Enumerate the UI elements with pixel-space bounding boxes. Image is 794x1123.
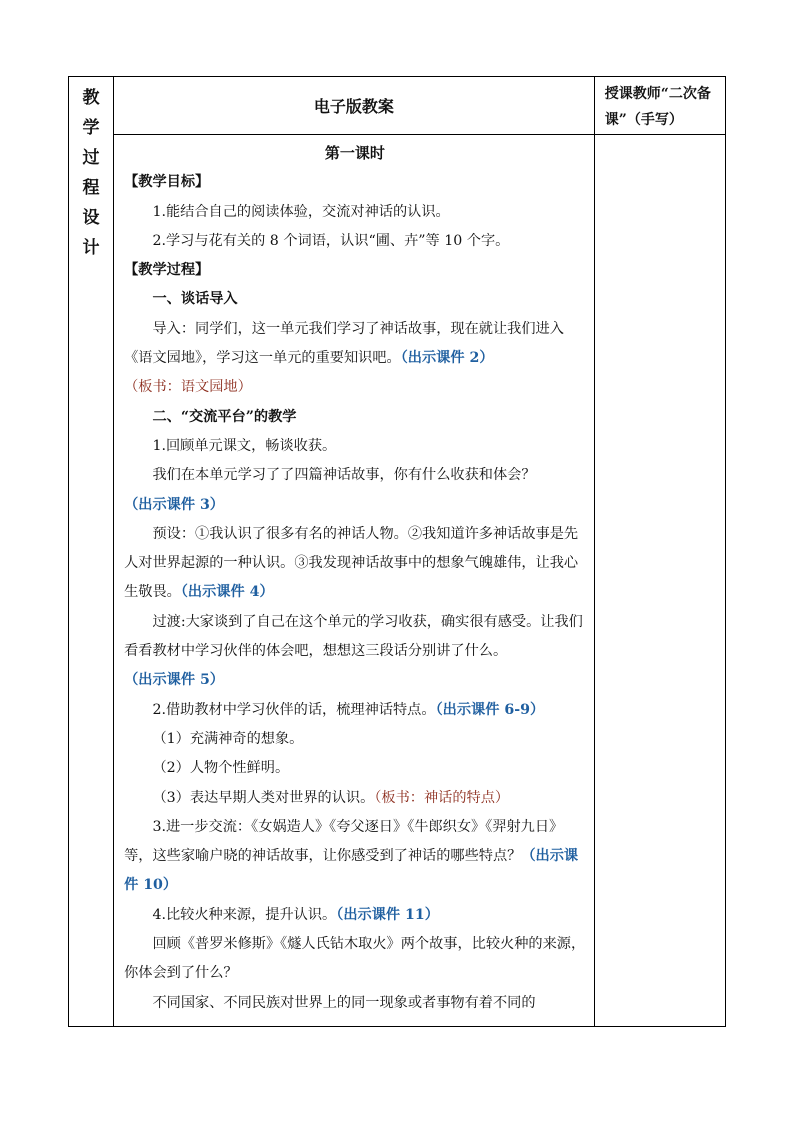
board-note: （板书：神话的特点） [374,789,510,806]
courseware-tag: （出示课件 2） [400,350,494,367]
paragraph [124,315,586,403]
part-heading: 二、“交流平台”的教学 [152,408,297,425]
courseware-tag: （出示课件 4） [180,584,274,601]
lesson-content [114,135,595,1027]
paragraph [124,520,586,608]
section-label [69,77,113,263]
paragraph: 不同国家、不同民族对世界上的同一现象或者事物有着不同的 [152,994,536,1011]
paragraph [124,461,586,520]
question-text: 我们在本单元学习了了四篇神话故事，你有什么收获和体会？ [152,467,536,484]
goal-item: 2.学习与花有关的 8 个词语，认识“圃、卉”等 10 个字。 [152,232,510,249]
lesson-plan-table [68,76,726,1027]
intro-text: 导入：同学们，这一单元我们学习了神话故事，现在就让我们进入《语文园地》，学习这一单元的重要知识吧。 [124,320,564,367]
step-text: 4.比较火种来源，提升认识。 [152,906,337,923]
header-row [69,77,726,135]
label-char: 学 [82,118,100,138]
feature-item: （2）人物个性鲜明。 [152,760,290,777]
main-header: 电子版教案 [114,77,595,135]
label-char: 计 [82,238,100,258]
paragraph: 回顾《普罗米修斯》《燧人氏钻木取火》两个故事，比较火种的来源，你体会到了什么？ [124,936,586,982]
step-item [124,901,586,930]
step-text: 2.借助教材中学习伙伴的话，梳理神话特点。 [152,701,436,718]
board-note: （板书：语文园地） [124,379,252,396]
goal-item: 1.能结合自己的阅读体验，交流对神话的认识。 [152,203,450,220]
paragraph [124,608,586,696]
step-text: 3.进一步交流：《女娲造人》《夸父逐日》《牛郎织女》《羿射九日》等，这些家喻户晓的神话故事，让你感受到了神话的哪些特点？ [124,818,564,865]
part-heading: 一、谈话导入 [152,291,238,308]
process-heading: 【教学过程】 [124,262,210,279]
section-label-cell [69,77,114,1027]
label-char: 程 [82,178,100,198]
label-char: 设 [82,208,100,228]
lesson-title: 第一课时 [324,144,385,162]
preset-text: 预设：①我认识了很多有名的神话人物。②我知道许多神话故事是先人对世界起源的一种认识。③我发现神话故事中的想象气魄雄伟，让我心生敬畏。 [124,525,579,601]
feature-text: （3）表达早期人类对世界的认识。 [152,789,375,806]
courseware-tag: （出示课件 3） [124,496,224,513]
courseware-tag: （出示课件 10） [124,848,579,894]
feature-item [124,784,586,813]
step-item [124,813,586,901]
feature-item: （1）充满神奇的想象。 [152,730,304,747]
courseware-tag: （出示课件 6-9） [435,701,545,718]
label-char: 过 [82,148,100,168]
content-row [69,135,726,1027]
step-item [124,696,586,725]
goals-heading: 【教学目标】 [124,174,210,191]
side-header: 授课教师“二次备课”（手写） [594,77,725,135]
step-item: 1.回顾单元课文，畅谈收获。 [152,437,337,454]
transition-text: 过渡:大家谈到了自己在这个单元的学习收获，确实很有感受。让我们看看教材中学习伙伴的体会吧，想想这三段话分别讲了什么。 [124,613,583,660]
handwritten-notes-cell [594,135,725,1027]
courseware-tag: （出示课件 11） [336,906,439,923]
courseware-tag: （出示课件 5） [124,672,224,689]
label-char: 教 [82,88,100,108]
